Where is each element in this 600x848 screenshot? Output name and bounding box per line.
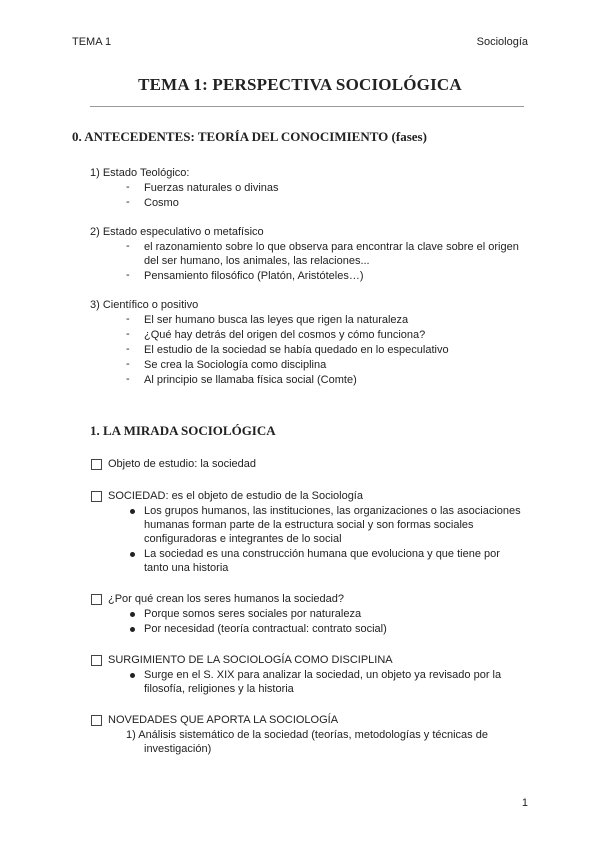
bullet-text-cont: filosofía, religiones y la historia bbox=[144, 683, 294, 695]
bullet-text-cont: configuradoras e integrantes de lo social bbox=[144, 533, 342, 545]
phase-1-label: 1) Estado Teológico: bbox=[90, 167, 190, 179]
title-divider bbox=[90, 106, 524, 107]
phase-1-item: Cosmo bbox=[144, 197, 179, 209]
dash-bullet: - bbox=[126, 269, 130, 281]
dash-bullet: - bbox=[126, 328, 130, 340]
bullet-text: Por necesidad (teoría contractual: contrato social) bbox=[144, 623, 387, 635]
section-1-heading: 1. LA MIRADA SOCIOLÓGICA bbox=[90, 423, 276, 438]
checkbox[interactable] bbox=[91, 655, 102, 666]
bullet-text: Porque somos seres sociales por naturaleza bbox=[144, 608, 362, 620]
phase-2-item-cont: del ser humano, los animales, las relaciones... bbox=[144, 255, 370, 267]
dash-bullet: - bbox=[126, 313, 130, 325]
bullet-dot bbox=[130, 552, 135, 557]
bullet-dot bbox=[130, 673, 135, 678]
phase-2-item: Pensamiento filosófico (Platón, Aristóteles…) bbox=[144, 270, 364, 282]
phase-1-item: Fuerzas naturales o divinas bbox=[144, 182, 279, 194]
header-left: TEMA 1 bbox=[72, 36, 112, 48]
numbered-item: 1) Análisis sistemático de la sociedad (teorías, metodologías y técnicas de bbox=[126, 729, 488, 741]
dash-bullet: - bbox=[126, 181, 130, 193]
phase-3-item: Al principio se llamaba física social (Comte) bbox=[144, 374, 357, 386]
checklist-item-label: SOCIEDAD: es el objeto de estudio de la Sociología bbox=[108, 490, 363, 502]
page-number: 1 bbox=[521, 797, 528, 809]
phase-3-item: El estudio de la sociedad se había quedado en lo especulativo bbox=[144, 344, 449, 356]
phase-3-item: Se crea la Sociología como disciplina bbox=[144, 359, 327, 371]
checkbox[interactable] bbox=[91, 594, 102, 605]
bullet-text: Surge en el S. XIX para analizar la sociedad, un objeto ya revisado por la bbox=[144, 669, 502, 681]
header-right: Sociología bbox=[476, 36, 528, 48]
dash-bullet: - bbox=[126, 373, 130, 385]
dash-bullet: - bbox=[126, 196, 130, 208]
bullet-dot bbox=[130, 509, 135, 514]
phase-2-label: 2) Estado especulativo o metafísico bbox=[90, 226, 264, 238]
bullet-dot bbox=[130, 627, 135, 632]
checklist-item-label: SURGIMIENTO DE LA SOCIOLOGÍA COMO DISCIPLINA bbox=[108, 654, 393, 666]
dash-bullet: - bbox=[126, 240, 130, 252]
page-title: TEMA 1: PERSPECTIVA SOCIOLÓGICA bbox=[138, 75, 462, 94]
bullet-text: La sociedad es una construcción humana que evoluciona y que tiene por bbox=[144, 548, 500, 560]
section-0-heading: 0. ANTECEDENTES: TEORÍA DEL CONOCIMIENTO (fases) bbox=[72, 129, 427, 144]
dash-bullet: - bbox=[126, 343, 130, 355]
checklist-item-label: NOVEDADES QUE APORTA LA SOCIOLOGÍA bbox=[108, 714, 339, 726]
checkbox[interactable] bbox=[91, 459, 102, 470]
checkbox[interactable] bbox=[91, 491, 102, 502]
dash-bullet: - bbox=[126, 358, 130, 370]
bullet-text-cont: tanto una historia bbox=[144, 562, 229, 574]
checkbox[interactable] bbox=[91, 715, 102, 726]
phase-3-item: ¿Qué hay detrás del origen del cosmos y cómo funciona? bbox=[144, 329, 426, 341]
bullet-text-cont: humanas forman parte de la estructura social y son formas sociales bbox=[144, 519, 474, 531]
phase-3-label: 3) Científico o positivo bbox=[90, 299, 199, 311]
bullet-text: Los grupos humanos, las instituciones, las organizaciones o las asociaciones bbox=[144, 505, 521, 517]
phase-2-item: el razonamiento sobre lo que observa para encontrar la clave sobre el origen bbox=[144, 241, 519, 253]
numbered-item-cont: investigación) bbox=[144, 743, 212, 755]
phase-3-item: El ser humano busca las leyes que rigen la naturaleza bbox=[144, 314, 409, 326]
bullet-dot bbox=[130, 612, 135, 617]
checklist-item-label: Objeto de estudio: la sociedad bbox=[108, 458, 256, 470]
checklist-item-label: ¿Por qué crean los seres humanos la sociedad? bbox=[108, 593, 345, 605]
